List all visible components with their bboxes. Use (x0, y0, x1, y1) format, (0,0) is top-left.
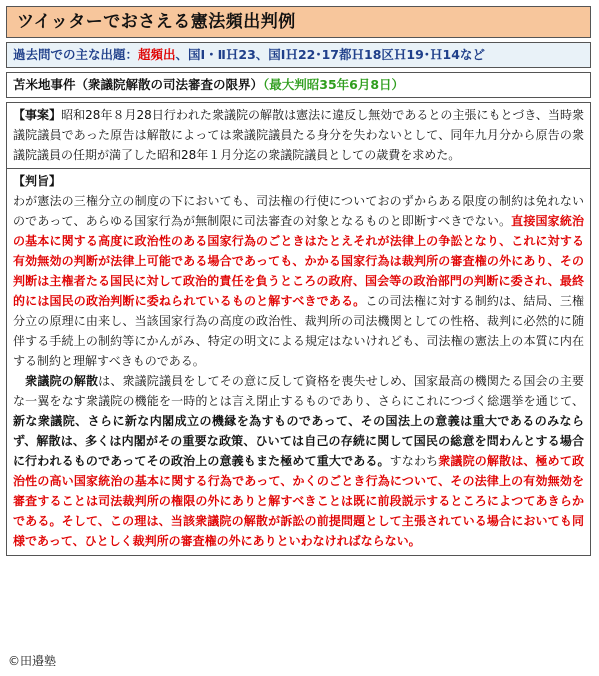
holding-paragraph-1 (13, 191, 584, 371)
holding-p1-emphasis: 直接国家統治の基本に関する高度に政治性のある国家行為のごときはたとえそれが法律上の争訟となり、これに対する有効無効の判断が法律上可能である場合であっても、かかる国家行為は裁判所の審査権の外にあり、その判断は主権者たる国民に対して政治的責任を負うところの政府、国会等の政治部門の判断に委され、最終的には国民の政治判断に委ねられているものと解すべきである。 (13, 214, 584, 308)
facts-text: 昭和28年８月28日行われた衆議院の解散は憲法に違反し無効であるとの主張にもとづき、当時衆議院議員であった原告は解散によっては衆議院議員たる身分を失わないとして、同年九月分から原告の衆議院議員の任期が満了した昭和28年１月分迄の衆議院議員としての歳費を求めた。 (13, 108, 584, 162)
holding-p1-intro: わが憲法の三権分立の制度の下においても、司法権の行使についておのずからある限度の制約は免れないのであって、あらゆる国家行為が無制限に司法審査の対象となるものと即断すべきでない。 (13, 194, 584, 228)
holding-p2-connector: すなわち (389, 454, 439, 468)
holding-section (7, 169, 590, 555)
page-title: ツイッターでおさえる憲法頻出判例 (6, 6, 591, 38)
holding-p2-bold: 新な衆議院、さらに新な内閣成立の機縁を為すものであって、その国法上の意義は重大であるのみならず、解散は、多くは内閣がその重要な政策、ひいては自己の存続に関して国民の総意を問わんとする場合に行われるものであってその政治上の意義もまた極めて重大である。 (13, 414, 584, 468)
frequency-highlight: 超頻出 (138, 47, 176, 62)
frequency-label: 過去問での主な出題： (13, 47, 139, 62)
case-title-bar (6, 72, 591, 98)
holding-p2-intro: は、衆議院議員をしてその意に反して資格を喪失せしめ、国家最高の機関たる国会の主要な一翼をなす衆議院の機能を一時的とは言え閉止するものであり、さらにこれにつづく総選挙を通じて、 (13, 374, 584, 408)
frequency-exams: 、国Ⅰ・ⅡＨ23、国ⅠＨ22･17都Ｈ18区Ｈ19･Ｈ14など (175, 47, 485, 62)
precedent-sheet (6, 6, 591, 556)
case-name: 苫米地事件（衆議院解散の司法審査の限界） (13, 77, 264, 92)
holding-p2-emphasis: 衆議院の解散は、極めて政治性の高い国家統治の基本に関する行為であって、かくのごとき行為について、その法律上の有効無効を審査することは司法裁判所の権限の外にありと解すべきことは既に前段説示するところによつてあきらかである。そして、この理は、当該衆議院の解散が訴訟の前提問題として主張されている場合においても同様であって、ひとしく裁判所の審査権の外にありといわなければならない。 (13, 454, 584, 548)
holding-p1-rest: この司法権に対する制約は、結局、三権分立の原理に由来し、当該国家行為の高度の政治性、裁判所の司法機関としての性格、裁判に必然的に随伴する手続上の制約等にかんがみ、特定の明文による規定はないけれども、司法権の憲法上の本質に内在する制約と理解すべきものである。 (13, 294, 584, 368)
holding-p2-subject: 衆議院の解散 (25, 374, 99, 388)
court-decision-date: （最大判昭35年6月8日） (263, 77, 405, 92)
holding-paragraph-2 (13, 371, 584, 551)
case-body (6, 102, 591, 556)
exam-frequency-bar (6, 42, 591, 68)
copyright-footer: ©田邉塾 (8, 654, 57, 668)
holding-label: 【判旨】 (13, 174, 62, 188)
facts-section (7, 103, 590, 169)
facts-label: 【事案】 (13, 108, 62, 122)
